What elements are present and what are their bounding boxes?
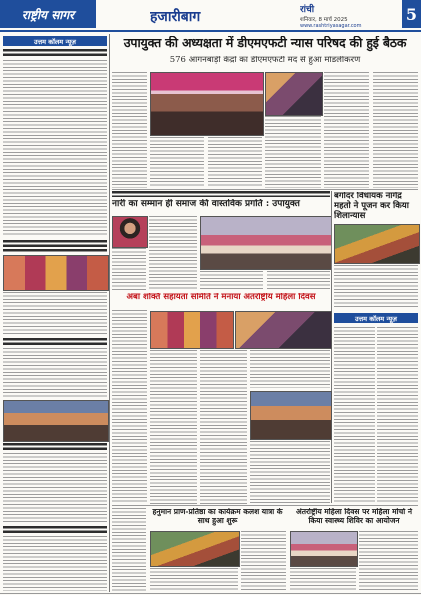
amba-text-col-5 [250,441,330,504]
left-headline-5 [3,526,107,534]
footer-rule [0,593,421,594]
paper-name: राष्ट्रीय सागर [21,7,75,22]
main-photo-meeting [150,72,264,136]
nari-text-col-2 [149,216,197,290]
city-name: रांची [300,5,315,15]
main-article-text-col-6 [373,72,418,188]
amba-text-col-1 [112,310,147,504]
amba-photo-2 [235,311,332,349]
nari-photo-event [200,216,332,270]
amba-photo-3 [250,391,332,440]
bagodar-headline: बगोदर विधायक नागेंद्र महतो ने पूजन कर किया शिलान्यास [334,192,409,221]
bagodar-text [334,265,418,309]
main-article-text-col-3 [208,137,262,188]
right-text-col-2 [377,327,418,504]
newspaper-logo [0,0,96,28]
main-article-text-col-1 [112,72,147,188]
right-text-col-1 [334,327,375,504]
edition-title: हजारीबाग [150,9,201,25]
main-article-text-col-5 [324,72,369,188]
left-article-4-text [3,453,107,523]
hanuman-photo [150,531,240,567]
main-article-text-col-4 [265,116,321,188]
bottom-text-col-1 [112,508,146,591]
column-rule [109,34,110,592]
hanuman-text-2 [241,531,286,591]
left-article-2-text [3,292,107,336]
masthead-rule [0,30,421,32]
amba-text-col-2 [150,350,197,504]
left-headline-4 [3,443,107,451]
main-subheadline: 576 आंगनबाड़ी केंद्रों का डीएमएफटी मद से हुआ मॉडलीकरण [169,56,361,65]
nari-text-col-1 [112,248,146,290]
bagodar-photo [334,224,420,264]
amba-photo-1 [150,311,234,349]
main-photo-anganwadi [265,72,323,116]
left-photo-1 [3,255,109,291]
right-section-label: उत्तम कॉलम न्यूज़ [334,313,418,323]
hanuman-headline: हनुमान प्राण-प्रतिष्ठा का कार्यक्रम कलश यात्रा के साथ हुआ शुरू [152,508,283,525]
bottom-rule [112,505,418,506]
nari-text-col-3 [200,271,263,290]
nari-text-col-4 [267,271,330,290]
main-headline: उपायुक्त की अध्यक्षता में डीएमएफटी न्यास परिषद की हुई बैठक [123,36,407,50]
amba-text-col-4 [250,350,330,388]
nari-kicker [112,191,330,197]
amba-text-col-3 [200,350,247,504]
section-rule [112,189,418,190]
morcha-text-2 [359,531,418,591]
left-article-1-text [3,60,107,236]
left-headline-2 [3,240,107,252]
left-section-label: उत्तम कॉलम न्यूज़ [3,36,107,46]
nari-photo-portrait [112,216,148,248]
masthead-info [300,2,398,28]
left-article-5-text [3,536,107,591]
website: www.rashtriyasagar.com [300,23,362,28]
left-photo-2 [3,400,109,442]
amba-headline: अंबा शक्ति सहायता समिति ने मनाया अंतर्राष्ट्रीय महिला दिवस [126,293,316,302]
morcha-photo [290,531,358,567]
left-headline-1 [3,49,107,58]
left-article-3-text [3,348,107,398]
morcha-text-1 [290,568,356,591]
issue-date: शनिवार, 8 मार्च 2025 [300,17,348,23]
morcha-headline: अंतर्राष्ट्रीय महिला दिवस पर महिला मोर्चा ने किया स्वास्थ्य शिविर का आयोजन [295,508,413,525]
hanuman-text-1 [150,568,238,591]
main-article-text-col-2 [150,137,204,188]
nari-headline: नारी का सम्मान ही समाज की वास्तविक प्रगति : उपायुक्त [112,199,300,209]
page-number: 5 [402,0,421,28]
left-headline-3 [3,338,107,346]
